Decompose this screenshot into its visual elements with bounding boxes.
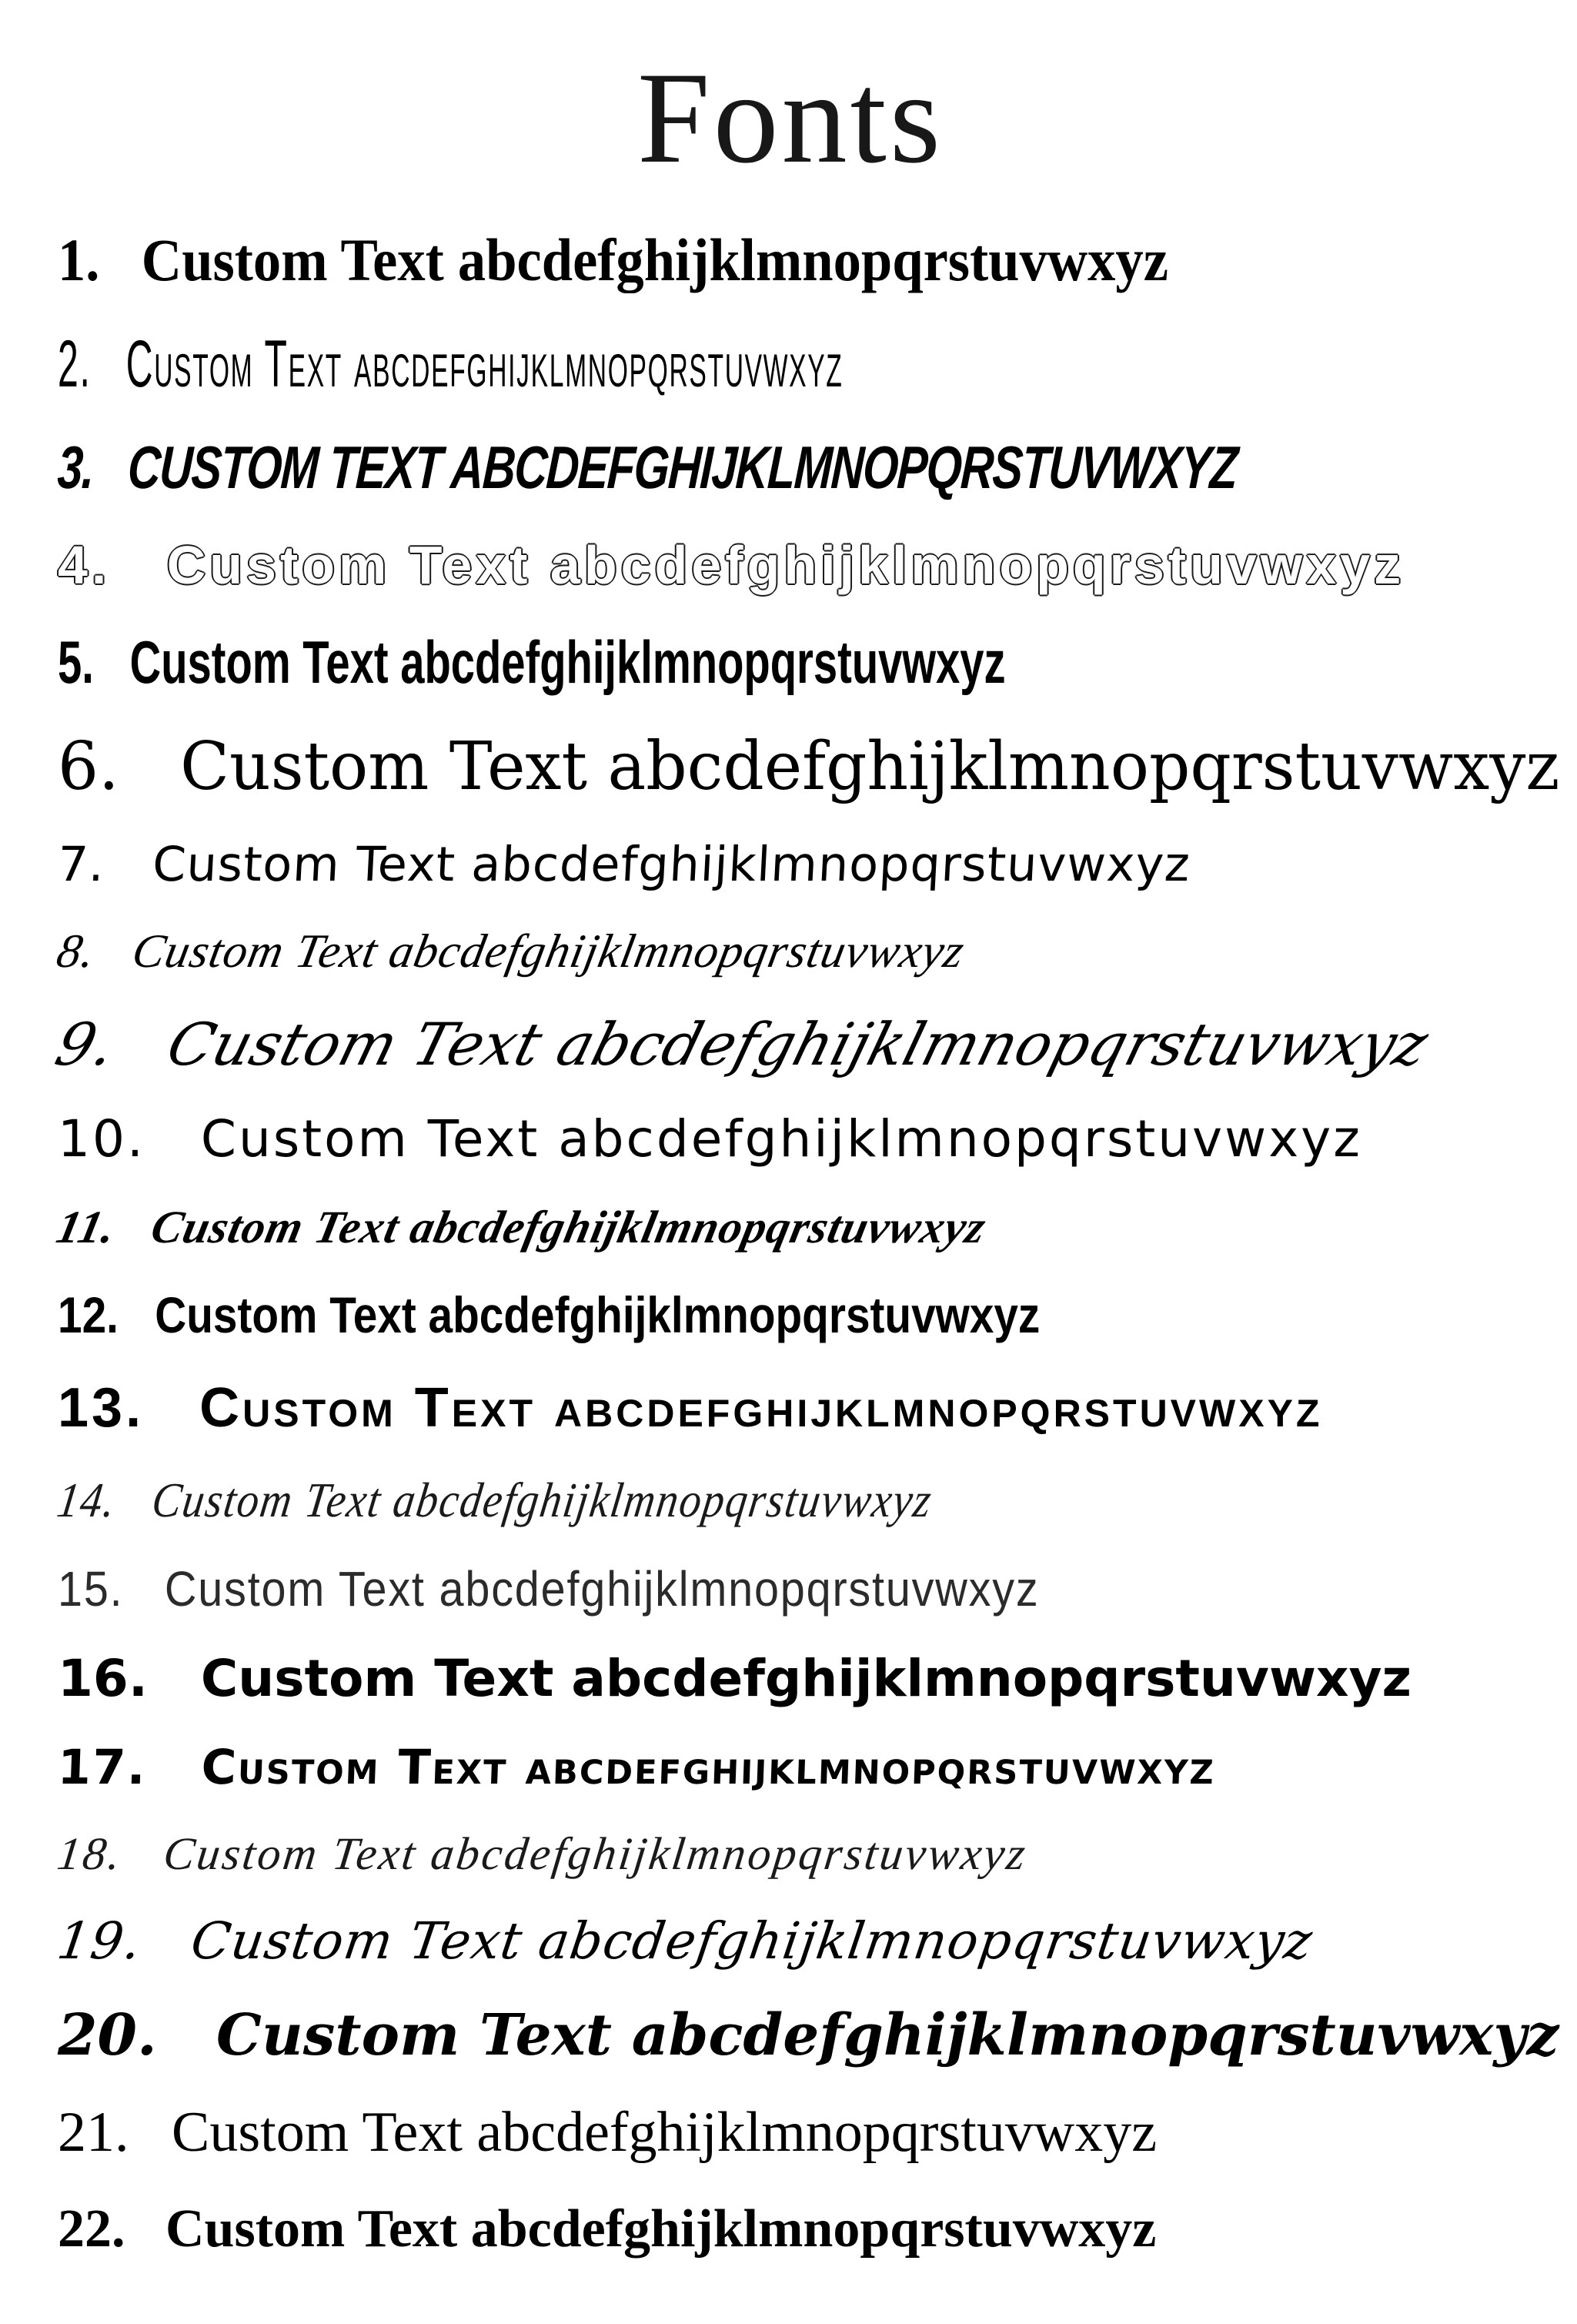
font-number: 6. bbox=[58, 727, 119, 805]
font-sample-row bbox=[53, 1911, 1527, 1971]
number-text-spacer bbox=[129, 535, 148, 595]
number-text-spacer bbox=[125, 1473, 145, 1527]
font-number: 7. bbox=[56, 835, 107, 892]
font-sample-text: Custom Text abcdefghijklmnopqrstuvwxyz bbox=[187, 1911, 1317, 1971]
font-sample-text: Custom Text abcdefghijklmnopqrstuvwxyz bbox=[146, 1202, 991, 1253]
font-sample-text: Custom Text abcdefghijklmnopqrstuvwxyz bbox=[141, 226, 1168, 293]
font-sample-row bbox=[52, 925, 1528, 978]
font-sample-row bbox=[52, 1202, 1529, 1252]
font-sample-text: Custom Text abcdefghijklmnopqrstuvwxyz bbox=[128, 925, 969, 978]
font-sample-row bbox=[58, 1287, 1318, 1343]
font-sample-text: Custom Text abcdefghijklmnopqrstuvwxyz bbox=[180, 727, 1560, 805]
font-number: 13. bbox=[58, 1376, 145, 1439]
font-sample-text: Custom Text abcdefghijklmnopqrstuvwxyz bbox=[160, 1828, 1031, 1880]
font-sample-row bbox=[55, 433, 1239, 502]
font-number: 15. bbox=[58, 1561, 124, 1617]
number-text-spacer bbox=[102, 925, 125, 978]
font-sample-text: Custom Text abcdefghijklmnopqrstuvwxyz bbox=[149, 1472, 937, 1527]
number-text-spacer bbox=[137, 1561, 151, 1617]
font-number: 18. bbox=[54, 1828, 126, 1880]
font-sample-row bbox=[58, 227, 1421, 293]
number-text-spacer bbox=[154, 1911, 179, 1971]
font-number: 1. bbox=[58, 226, 100, 293]
font-number: 11. bbox=[52, 1202, 121, 1253]
font-sample-row bbox=[55, 1828, 1526, 1879]
number-text-spacer bbox=[139, 2199, 152, 2259]
number-text-spacer bbox=[165, 1649, 183, 1708]
font-number: 19. bbox=[53, 1911, 145, 1971]
font-sample-text: Custom Text abcdefghijklmnopqrstuvwxyz bbox=[160, 1009, 1435, 1078]
font-sample-text: Custom Text abcdefghijklmnopqrstuvwxyz bbox=[165, 2199, 1157, 2259]
font-sample-row bbox=[58, 1562, 1377, 1616]
font-number: 20. bbox=[58, 2002, 157, 2069]
font-sample-text: Custom Text abcdefghijklmnopqrstuvwxyz bbox=[199, 1376, 1323, 1439]
font-sample-row bbox=[58, 1378, 1523, 1439]
font-sample-text: Custom Text abcdefghijklmnopqrstuvwxyz bbox=[172, 2101, 1158, 2165]
number-text-spacer bbox=[119, 836, 139, 892]
font-sample-row bbox=[58, 1648, 1523, 1708]
font-sample-row bbox=[58, 2199, 1523, 2259]
font-sample-row bbox=[54, 1473, 1351, 1527]
font-number: 22. bbox=[58, 2199, 125, 2259]
number-text-spacer bbox=[114, 226, 128, 293]
font-list bbox=[48, 226, 1560, 2259]
font-sample-text: Custom Text abcdefghijklmnopqrstuvwxyz bbox=[129, 628, 1006, 697]
font-sample-row bbox=[58, 2002, 1559, 2069]
number-text-spacer bbox=[143, 2101, 158, 2164]
number-text-spacer bbox=[162, 1377, 181, 1439]
font-sample-text: CUSTOM TEXT ABCDEFGHIJKLMNOPQRSTUVWXYZ bbox=[125, 433, 1239, 502]
font-sample-text: Custom Text abcdefghijklmnopqrstuvwxyz bbox=[166, 535, 1405, 596]
number-text-spacer bbox=[105, 628, 118, 696]
font-number: 4. bbox=[58, 535, 111, 596]
number-text-spacer bbox=[177, 2002, 197, 2068]
font-sample-text: Custom Text abcdefghijklmnopqrstuvwxyz bbox=[200, 1648, 1412, 1708]
font-sample-text: Custom Text abcdefghijklmnopqrstuvwxyz bbox=[164, 1561, 1040, 1617]
font-sample-text: Custom Text abcdefghijklmnopqrstuvwxyz bbox=[155, 1286, 1041, 1344]
number-text-spacer bbox=[103, 433, 119, 501]
font-sample-text: Custom Text abcdefghijklmnopqrstuvwxyz bbox=[200, 1108, 1362, 1169]
font-sample-row bbox=[57, 1741, 1524, 1794]
font-sample-row bbox=[56, 835, 1525, 892]
font-number: 10. bbox=[58, 1108, 145, 1169]
font-sample-row bbox=[58, 536, 1523, 595]
number-text-spacer bbox=[131, 1286, 143, 1343]
font-sample-row bbox=[58, 1108, 1523, 1169]
font-number: 3. bbox=[55, 433, 95, 502]
font-sample-row bbox=[48, 1009, 1532, 1078]
number-text-spacer bbox=[133, 1828, 153, 1879]
number-text-spacer bbox=[123, 1010, 160, 1078]
font-number: 16. bbox=[58, 1648, 148, 1708]
number-text-spacer bbox=[164, 1109, 182, 1169]
font-sample-row bbox=[58, 727, 1560, 805]
font-number: 5. bbox=[58, 628, 94, 697]
font-number: 21. bbox=[58, 2101, 129, 2165]
number-text-spacer bbox=[164, 1739, 184, 1795]
font-number: 9. bbox=[48, 1009, 123, 1078]
font-number: 8. bbox=[52, 925, 101, 978]
font-number: 14. bbox=[54, 1472, 120, 1527]
font-sample-row bbox=[58, 328, 878, 401]
font-sample-text: Custom Text abcdefghijklmnopqrstuvwxyz bbox=[216, 2002, 1559, 2069]
font-sample-text: Custom Text abcdefghijklmnopqrstuvwxyz bbox=[125, 326, 844, 401]
font-sample-row bbox=[58, 630, 1113, 696]
page-title: Fonts bbox=[637, 45, 944, 190]
number-text-spacer bbox=[139, 728, 160, 805]
font-number: 17. bbox=[56, 1739, 149, 1796]
font-sample-row bbox=[58, 2102, 1523, 2164]
font-sample-text: Custom Text abcdefghijklmnopqrstuvwxyz bbox=[200, 1739, 1217, 1796]
font-number: 2. bbox=[58, 326, 92, 401]
number-text-spacer bbox=[122, 1202, 145, 1252]
font-sample-text: Custom Text abcdefghijklmnopqrstuvwxyz bbox=[151, 835, 1192, 892]
number-text-spacer bbox=[103, 327, 115, 401]
font-number: 12. bbox=[58, 1286, 119, 1344]
